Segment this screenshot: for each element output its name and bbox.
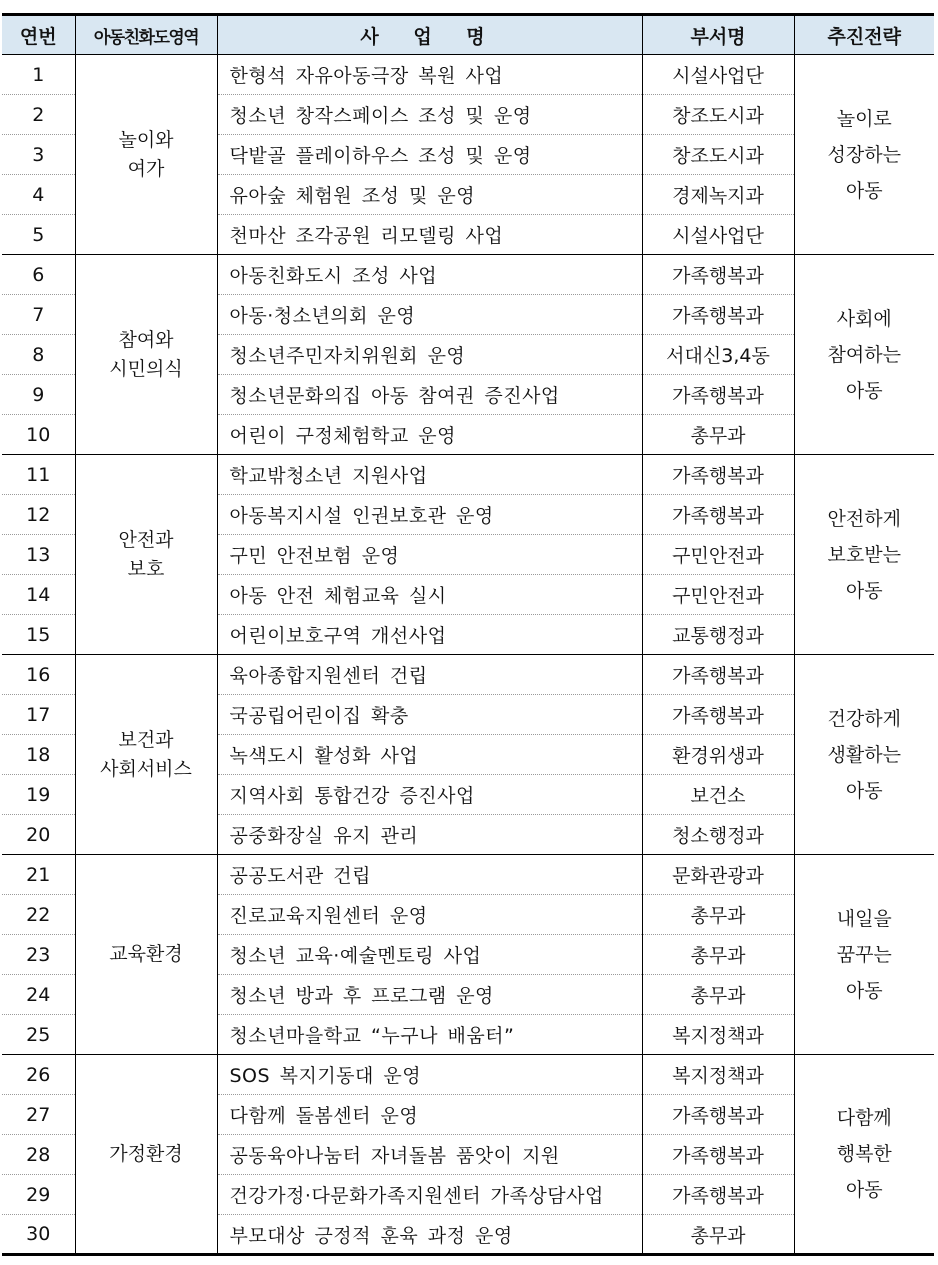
table-row: [2, 55, 934, 95]
project-name: SOS 복지기동대 운영: [217, 1055, 642, 1095]
project-name: 구민 안전보험 운영: [217, 535, 642, 575]
department-name: 서대신3,4동: [642, 335, 794, 375]
project-name: 유아숲 체험원 조성 및 운영: [217, 175, 642, 215]
row-number: 21: [2, 855, 75, 895]
department-name: 가족행복과: [642, 1175, 794, 1215]
project-name: 녹색도시 활성화 사업: [217, 735, 642, 775]
strategy-label: 안전하게: [827, 507, 901, 530]
area-label: 놀이와: [118, 128, 174, 151]
project-name: 청소년문화의집 아동 참여권 증진사업: [217, 375, 642, 415]
strategy-label: 꿈꾸는: [836, 943, 892, 966]
area-cell: [75, 1055, 217, 1255]
department-name: 환경위생과: [642, 735, 794, 775]
row-number: 20: [2, 815, 75, 855]
department-name: 가족행복과: [642, 295, 794, 335]
row-number: 29: [2, 1175, 75, 1215]
row-number: 11: [2, 455, 75, 495]
strategy-label: 아동: [845, 379, 883, 402]
header-strategy: 추진전략: [794, 15, 934, 55]
strategy-cell: [794, 655, 934, 855]
project-name: 아동친화도시 조성 사업: [217, 255, 642, 295]
table-row: [2, 655, 934, 695]
row-number: 16: [2, 655, 75, 695]
department-name: 복지정책과: [642, 1015, 794, 1055]
department-name: 구민안전과: [642, 535, 794, 575]
row-number: 13: [2, 535, 75, 575]
area-cell: [75, 855, 217, 1055]
department-name: 시설사업단: [642, 215, 794, 255]
strategy-cell: [794, 55, 934, 255]
row-number: 22: [2, 895, 75, 935]
strategy-label: 행복한: [836, 1143, 892, 1165]
row-number: 7: [2, 295, 75, 335]
project-name: 국공립어린이집 확충: [217, 695, 642, 735]
table-body: [2, 55, 934, 1255]
department-name: 문화관광과: [642, 855, 794, 895]
area-label: 시민의식: [109, 357, 183, 380]
project-name: 청소년주민자치위원회 운영: [217, 335, 642, 375]
project-name: 청소년마을학교 “누구나 배움터”: [217, 1015, 642, 1055]
row-number: 6: [2, 255, 75, 295]
project-name: 아동복지시설 인권보호관 운영: [217, 495, 642, 535]
row-number: 4: [2, 175, 75, 215]
department-name: 시설사업단: [642, 55, 794, 95]
department-name: 청소행정과: [642, 815, 794, 855]
project-name: 공동육아나눔터 자녀돌봄 품앗이 지원: [217, 1135, 642, 1175]
department-name: 가족행복과: [642, 495, 794, 535]
row-number: 26: [2, 1055, 75, 1095]
strategy-label: 아동: [845, 1179, 883, 1201]
project-name: 닥밭골 플레이하우스 조성 및 운영: [217, 135, 642, 175]
strategy-label: 보호받는: [827, 543, 901, 566]
area-cell: [75, 55, 217, 255]
row-number: 10: [2, 415, 75, 455]
strategy-label: 건강하게: [827, 707, 901, 730]
project-name: 천마산 조각공원 리모델링 사업: [217, 215, 642, 255]
area-label: 보호: [127, 557, 165, 580]
row-number: 8: [2, 335, 75, 375]
project-table: [2, 13, 934, 1256]
project-name: 지역사회 통합건강 증진사업: [217, 775, 642, 815]
table-row: [2, 255, 934, 295]
area-cell: [75, 255, 217, 455]
project-name: 부모대상 긍정적 훈육 과정 운영: [217, 1215, 642, 1255]
project-name: 어린이 구정체험학교 운영: [217, 415, 642, 455]
project-name: 아동·청소년의회 운영: [217, 295, 642, 335]
department-name: 가족행복과: [642, 655, 794, 695]
row-number: 27: [2, 1095, 75, 1135]
table-row: [2, 855, 934, 895]
project-table-container: [2, 13, 934, 1256]
row-number: 9: [2, 375, 75, 415]
row-number: 2: [2, 95, 75, 135]
row-number: 30: [2, 1215, 75, 1255]
project-name: 아동 안전 체험교육 실시: [217, 575, 642, 615]
department-name: 가족행복과: [642, 455, 794, 495]
row-number: 3: [2, 135, 75, 175]
strategy-label: 성장하는: [827, 143, 901, 166]
department-name: 총무과: [642, 975, 794, 1015]
department-name: 총무과: [642, 935, 794, 975]
row-number: 23: [2, 935, 75, 975]
header-no: 연번: [2, 15, 75, 55]
row-number: 19: [2, 775, 75, 815]
project-name: 육아종합지원센터 건립: [217, 655, 642, 695]
row-number: 17: [2, 695, 75, 735]
row-number: 28: [2, 1135, 75, 1175]
strategy-label: 놀이로: [836, 107, 892, 130]
department-name: 복지정책과: [642, 1055, 794, 1095]
department-name: 가족행복과: [642, 1135, 794, 1175]
strategy-cell: [794, 1055, 934, 1255]
department-name: 보건소: [642, 775, 794, 815]
table-row: [2, 1055, 934, 1095]
row-number: 15: [2, 615, 75, 655]
project-name: 청소년 교육·예술멘토링 사업: [217, 935, 642, 975]
header-area: 아동친화도영역: [75, 15, 217, 55]
row-number: 24: [2, 975, 75, 1015]
department-name: 총무과: [642, 415, 794, 455]
strategy-label: 사회에: [836, 307, 892, 330]
row-number: 25: [2, 1015, 75, 1055]
project-name: 한형석 자유아동극장 복원 사업: [217, 55, 642, 95]
department-name: 총무과: [642, 1215, 794, 1255]
department-name: 구민안전과: [642, 575, 794, 615]
project-name: 다함께 돌봄센터 운영: [217, 1095, 642, 1135]
table-row: [2, 455, 934, 495]
project-name: 진로교육지원센터 운영: [217, 895, 642, 935]
strategy-label: 아동: [845, 779, 883, 802]
project-name: 건강가정·다문화가족지원센터 가족상담사업: [217, 1175, 642, 1215]
strategy-label: 참여하는: [827, 343, 901, 366]
strategy-cell: [794, 455, 934, 655]
row-number: 12: [2, 495, 75, 535]
area-cell: [75, 455, 217, 655]
strategy-label: 다함께: [836, 1107, 892, 1129]
strategy-label: 아동: [845, 179, 883, 202]
area-label: 여가: [127, 157, 165, 180]
department-name: 총무과: [642, 895, 794, 935]
project-name: 어린이보호구역 개선사업: [217, 615, 642, 655]
row-number: 18: [2, 735, 75, 775]
department-name: 가족행복과: [642, 255, 794, 295]
project-name: 학교밖청소년 지원사업: [217, 455, 642, 495]
department-name: 가족행복과: [642, 375, 794, 415]
area-cell: [75, 655, 217, 855]
department-name: 가족행복과: [642, 1095, 794, 1135]
strategy-label: 아동: [845, 579, 883, 602]
department-name: 창조도시과: [642, 135, 794, 175]
area-label: 보건과: [118, 728, 174, 751]
department-name: 경제녹지과: [642, 175, 794, 215]
strategy-cell: [794, 855, 934, 1055]
header-project: 사 업 명: [217, 15, 642, 55]
row-number: 14: [2, 575, 75, 615]
strategy-label: 내일을: [836, 907, 892, 930]
project-name: 청소년 방과 후 프로그램 운영: [217, 975, 642, 1015]
row-number: 1: [2, 55, 75, 95]
department-name: 교통행정과: [642, 615, 794, 655]
project-name: 공중화장실 유지 관리: [217, 815, 642, 855]
header-dept: 부서명: [642, 15, 794, 55]
table-header-row: [2, 15, 934, 55]
area-label: 참여와: [118, 328, 174, 351]
row-number: 5: [2, 215, 75, 255]
strategy-label: 생활하는: [827, 743, 901, 766]
area-label: 가정환경: [109, 1142, 183, 1165]
project-name: 공공도서관 건립: [217, 855, 642, 895]
area-label: 교육환경: [109, 943, 183, 965]
strategy-label: 아동: [845, 979, 883, 1002]
area-label: 사회서비스: [100, 757, 192, 780]
department-name: 창조도시과: [642, 95, 794, 135]
project-name: 청소년 창작스페이스 조성 및 운영: [217, 95, 642, 135]
department-name: 가족행복과: [642, 695, 794, 735]
area-label: 안전과: [118, 528, 174, 551]
strategy-cell: [794, 255, 934, 455]
